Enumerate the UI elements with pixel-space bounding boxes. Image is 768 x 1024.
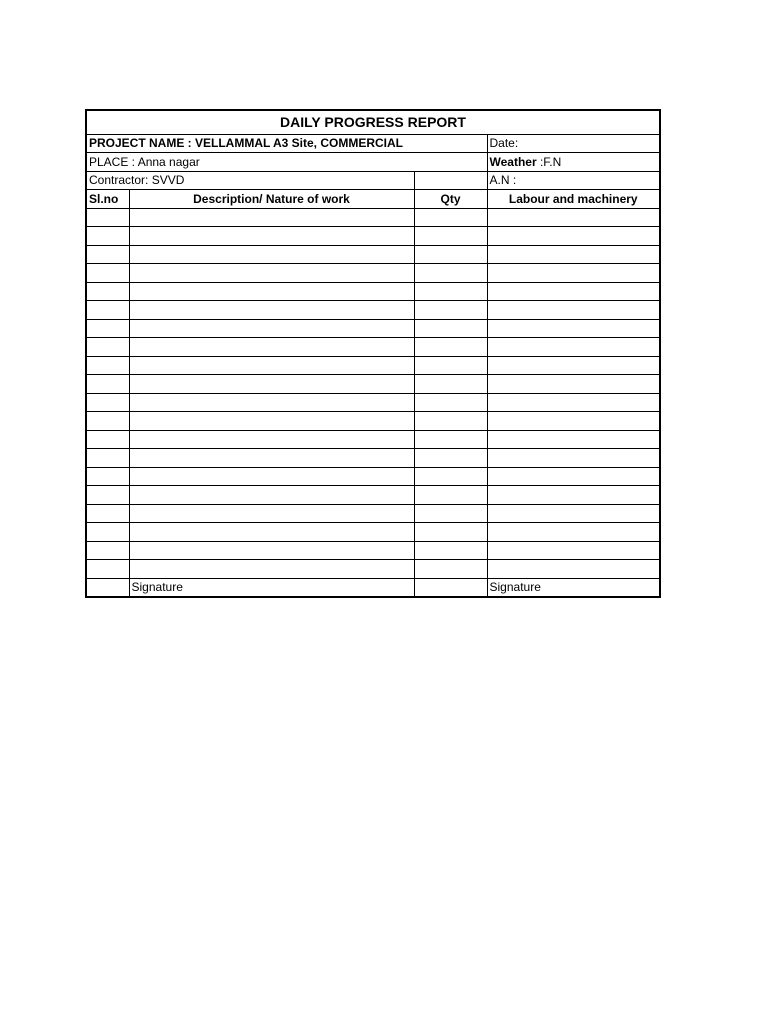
empty-cell	[487, 412, 660, 431]
empty-cell	[414, 245, 487, 264]
empty-cell	[86, 301, 129, 320]
signature-right: Signature	[487, 578, 660, 597]
empty-cell	[487, 245, 660, 264]
empty-cell	[129, 430, 414, 449]
empty-cell	[487, 264, 660, 283]
empty-cell	[129, 504, 414, 523]
empty-cell	[414, 486, 487, 505]
empty-cell	[129, 301, 414, 320]
empty-cell	[86, 282, 129, 301]
empty-cell	[86, 338, 129, 357]
empty-cell	[86, 356, 129, 375]
empty-cell	[414, 338, 487, 357]
empty-cell	[129, 208, 414, 227]
table-row	[86, 541, 660, 560]
empty-cell	[414, 227, 487, 246]
col-qty-header: Qty	[414, 190, 487, 209]
empty-cell	[86, 560, 129, 579]
empty-cell	[86, 523, 129, 542]
weather-cell	[487, 153, 660, 172]
col-slno-header: Sl.no	[86, 190, 129, 209]
empty-cell	[414, 356, 487, 375]
empty-cell	[86, 449, 129, 468]
table-row	[86, 245, 660, 264]
empty-cell	[86, 245, 129, 264]
empty-cell	[86, 430, 129, 449]
empty-cell	[414, 208, 487, 227]
empty-cell	[414, 541, 487, 560]
empty-cell	[129, 467, 414, 486]
empty-cell	[86, 319, 129, 338]
table-row	[86, 319, 660, 338]
table-row	[86, 430, 660, 449]
place-cell: PLACE : Anna nagar	[86, 153, 487, 172]
empty-cell	[414, 319, 487, 338]
empty-cell	[414, 467, 487, 486]
empty-cell	[487, 486, 660, 505]
table-row	[86, 227, 660, 246]
empty-cell	[86, 375, 129, 394]
weather-value: :F.N	[536, 154, 562, 169]
empty-cell	[129, 560, 414, 579]
empty-cell	[86, 467, 129, 486]
an-cell: A.N :	[487, 171, 660, 190]
empty-cell	[487, 338, 660, 357]
empty-cell	[487, 227, 660, 246]
weather-label: Weather	[489, 154, 537, 169]
table-row	[86, 560, 660, 579]
table-row	[86, 467, 660, 486]
table-row	[86, 393, 660, 412]
empty-cell	[129, 449, 414, 468]
table-row	[86, 356, 660, 375]
empty-cell	[487, 449, 660, 468]
empty-cell	[129, 227, 414, 246]
empty-cell	[487, 523, 660, 542]
empty-cell	[86, 412, 129, 431]
signature-left: Signature	[129, 578, 414, 597]
date-cell: Date:	[487, 134, 660, 153]
empty-cell	[414, 412, 487, 431]
empty-cell	[487, 282, 660, 301]
daily-progress-report-table	[85, 109, 661, 598]
table-row	[86, 486, 660, 505]
empty-cell	[129, 412, 414, 431]
signature-qty-blank-cell	[414, 578, 487, 597]
empty-cell	[487, 467, 660, 486]
contractor-row	[86, 171, 660, 190]
col-description-header: Description/ Nature of work	[129, 190, 414, 209]
contractor-cell: Contractor: SVVD	[86, 171, 414, 190]
empty-cell	[487, 393, 660, 412]
empty-cell	[129, 375, 414, 394]
table-row	[86, 282, 660, 301]
empty-cell	[86, 264, 129, 283]
empty-cell	[487, 430, 660, 449]
table-row	[86, 504, 660, 523]
empty-cell	[86, 227, 129, 246]
empty-cell	[414, 301, 487, 320]
table-row	[86, 208, 660, 227]
empty-cell	[129, 338, 414, 357]
contractor-blank-cell	[414, 171, 487, 190]
empty-cell	[414, 393, 487, 412]
empty-cell	[487, 560, 660, 579]
title-row	[86, 110, 660, 134]
empty-cell	[487, 319, 660, 338]
empty-cell	[86, 486, 129, 505]
empty-cell	[487, 375, 660, 394]
project-name-cell: PROJECT NAME : VELLAMMAL A3 Site, COMMERCIAL	[86, 134, 487, 153]
empty-cell	[487, 208, 660, 227]
empty-cell	[414, 560, 487, 579]
empty-cell	[129, 356, 414, 375]
empty-cell	[414, 282, 487, 301]
table-row	[86, 449, 660, 468]
table-row	[86, 523, 660, 542]
project-row	[86, 134, 660, 153]
empty-cell	[86, 393, 129, 412]
empty-cell	[129, 486, 414, 505]
empty-cell	[414, 430, 487, 449]
empty-cell	[86, 208, 129, 227]
empty-cell	[129, 541, 414, 560]
empty-cell	[129, 245, 414, 264]
table-row	[86, 264, 660, 283]
empty-cell	[414, 504, 487, 523]
signature-row	[86, 578, 660, 597]
empty-cell	[86, 504, 129, 523]
place-row	[86, 153, 660, 172]
table-row	[86, 375, 660, 394]
empty-cell	[487, 356, 660, 375]
table-row	[86, 301, 660, 320]
header-row	[86, 190, 660, 209]
empty-cell	[414, 523, 487, 542]
report-title: DAILY PROGRESS REPORT	[86, 110, 660, 134]
empty-cell	[414, 449, 487, 468]
col-labour-header: Labour and machinery	[487, 190, 660, 209]
empty-cell	[129, 264, 414, 283]
empty-cell	[129, 282, 414, 301]
table-row	[86, 338, 660, 357]
empty-cell	[129, 523, 414, 542]
empty-cell	[487, 301, 660, 320]
empty-cell	[414, 264, 487, 283]
empty-cell	[487, 541, 660, 560]
empty-cell	[129, 393, 414, 412]
empty-cell	[414, 375, 487, 394]
table-row	[86, 412, 660, 431]
signature-blank-cell	[86, 578, 129, 597]
empty-cell	[487, 504, 660, 523]
empty-cell	[129, 319, 414, 338]
empty-cell	[86, 541, 129, 560]
